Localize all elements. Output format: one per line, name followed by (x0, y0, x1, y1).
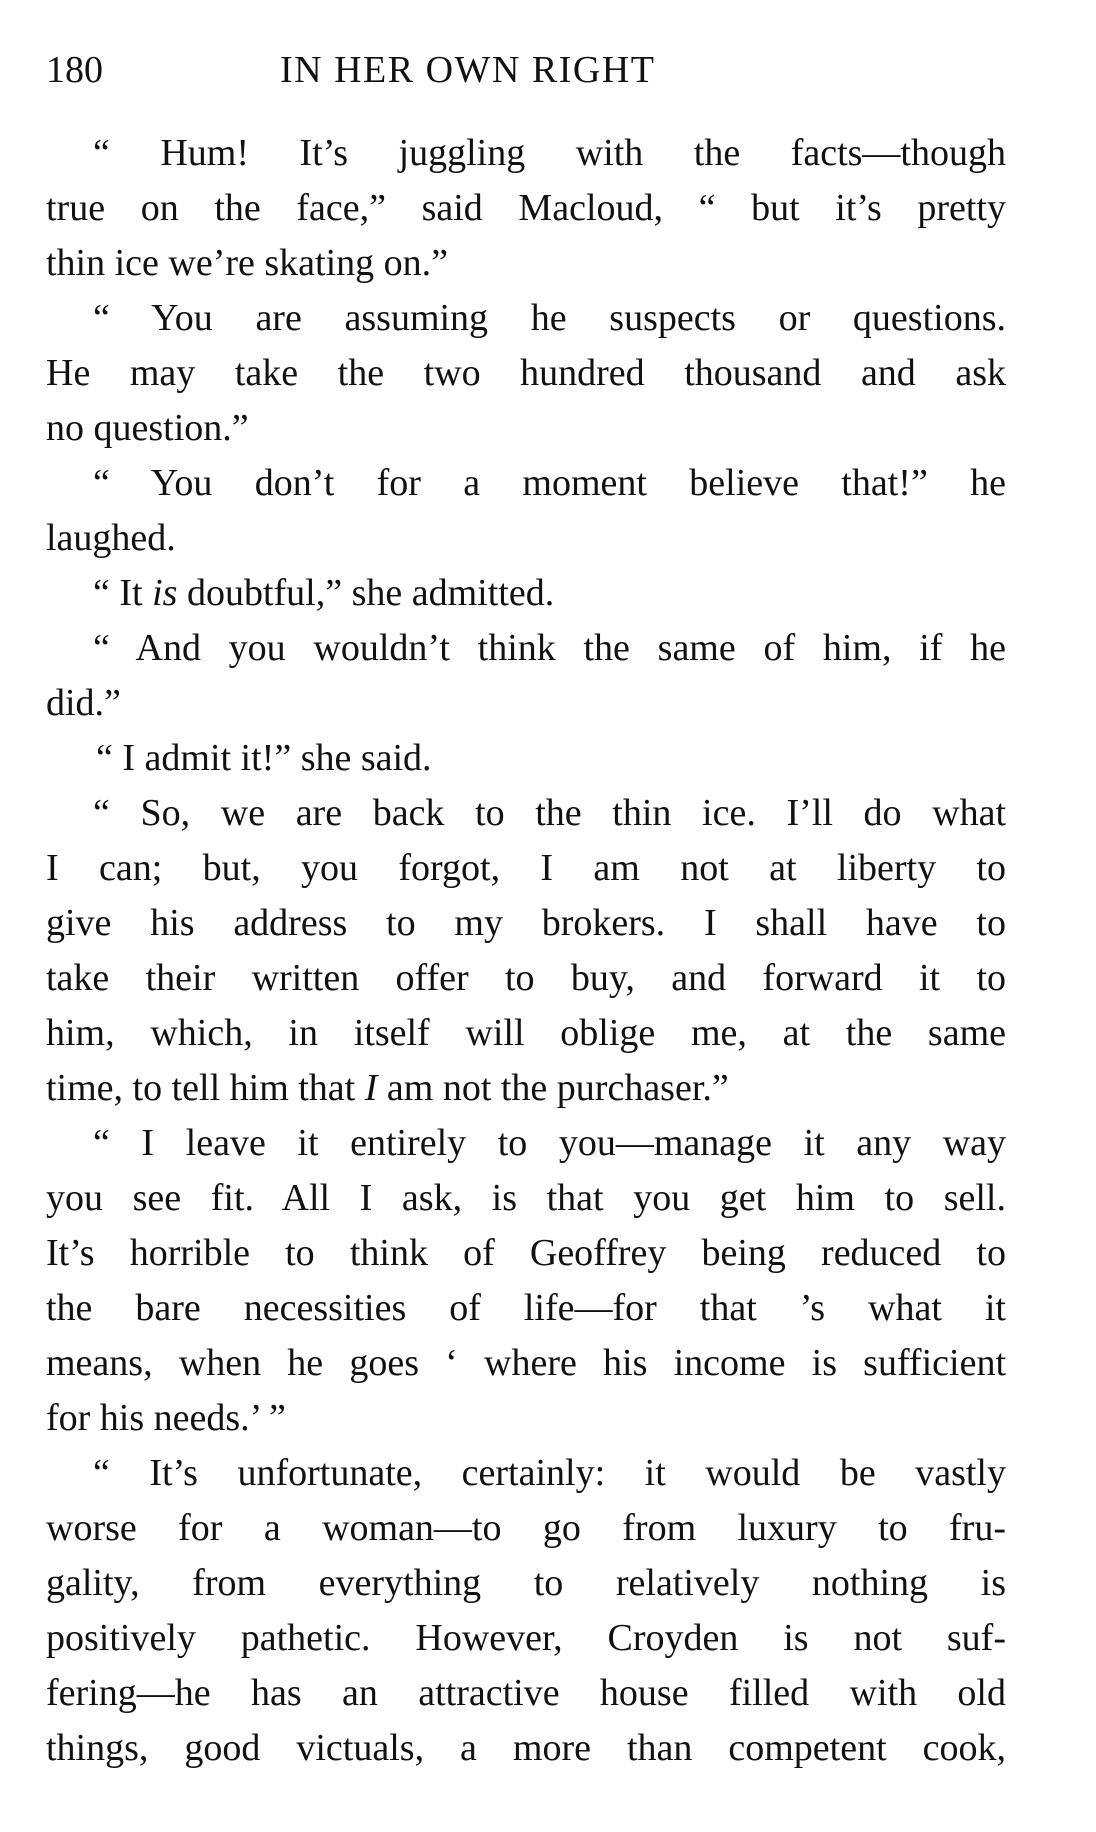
text-line: gality, from everything to relatively nothing is (46, 1562, 1006, 1604)
text-fragment: time, to tell him that (46, 1067, 365, 1109)
text-line (46, 1061, 1006, 1116)
text-line: “ You don’t for a moment believe that!” he (93, 462, 1006, 504)
emphasized-word: is (152, 572, 178, 614)
emphasized-word: I (364, 1067, 378, 1109)
text-line: I can; but, you forgot, I am not at liberty to (46, 847, 1006, 889)
text-line: laughed. (46, 517, 176, 559)
paragraph (46, 566, 1006, 621)
text-fragment: “ It (93, 572, 153, 614)
text-line: means, when he goes ‘ where his income is sufficient (46, 1342, 1006, 1384)
text-line: It’s horrible to think of Geoffrey being reduced to (46, 1232, 1006, 1274)
book-page (46, 40, 1006, 1776)
text-line: “ I admit it!” she said. (96, 737, 432, 779)
paragraph (46, 126, 1006, 291)
paragraph (46, 291, 1006, 456)
text-line: for his needs.’ ” (46, 1397, 286, 1439)
text-fragment: am not the purchaser.” (377, 1067, 729, 1109)
text-line (46, 566, 1006, 621)
text-line: the bare necessities of life—for that ’s what it (46, 1287, 1006, 1329)
running-title: IN HER OWN RIGHT (280, 49, 656, 91)
text-line: “ So, we are back to the thin ice. I’ll do what (93, 792, 1006, 834)
text-line: did.” (46, 682, 121, 724)
text-line: “ I leave it entirely to you—manage it any way (93, 1122, 1006, 1164)
text-line: take their written offer to buy, and forward it to (46, 957, 1006, 999)
paragraph (46, 456, 1006, 566)
text-line: give his address to my brokers. I shall have to (46, 902, 1006, 944)
text-line: him, which, in itself will oblige me, at the same (46, 1012, 1006, 1054)
text-line: “ And you wouldn’t think the same of him, if he (93, 627, 1006, 669)
text-line: “ You are assuming he suspects or questions. (93, 297, 1006, 339)
text-line: fering—he has an attractive house filled with old (46, 1672, 1006, 1714)
text-line: things, good victuals, a more than competent cook, (46, 1727, 1006, 1769)
paragraph (46, 1116, 1006, 1446)
text-line: He may take the two hundred thousand and ask (46, 352, 1006, 394)
text-line: no question.” (46, 407, 249, 449)
text-line: positively pathetic. However, Croyden is not suf- (46, 1617, 1006, 1659)
body-text (46, 126, 1006, 1776)
text-line: “ Hum! It’s juggling with the facts—though (93, 132, 1006, 174)
paragraph (46, 731, 1006, 786)
text-line: you see fit. All I ask, is that you get him to sell. (46, 1177, 1006, 1219)
text-line: “ It’s unfortunate, certainly: it would be vastly (93, 1452, 1006, 1494)
paragraph (46, 621, 1006, 731)
text-line: thin ice we’re skating on.” (46, 242, 449, 284)
text-line: worse for a woman—to go from luxury to fru- (46, 1507, 1006, 1549)
text-line: true on the face,” said Macloud, “ but it’s pretty (46, 187, 1006, 229)
paragraph (46, 1446, 1006, 1776)
paragraph (46, 786, 1006, 1116)
page-number: 180 (46, 49, 103, 91)
text-fragment: doubtful,” she admitted. (177, 572, 555, 614)
page-header (46, 40, 1006, 100)
